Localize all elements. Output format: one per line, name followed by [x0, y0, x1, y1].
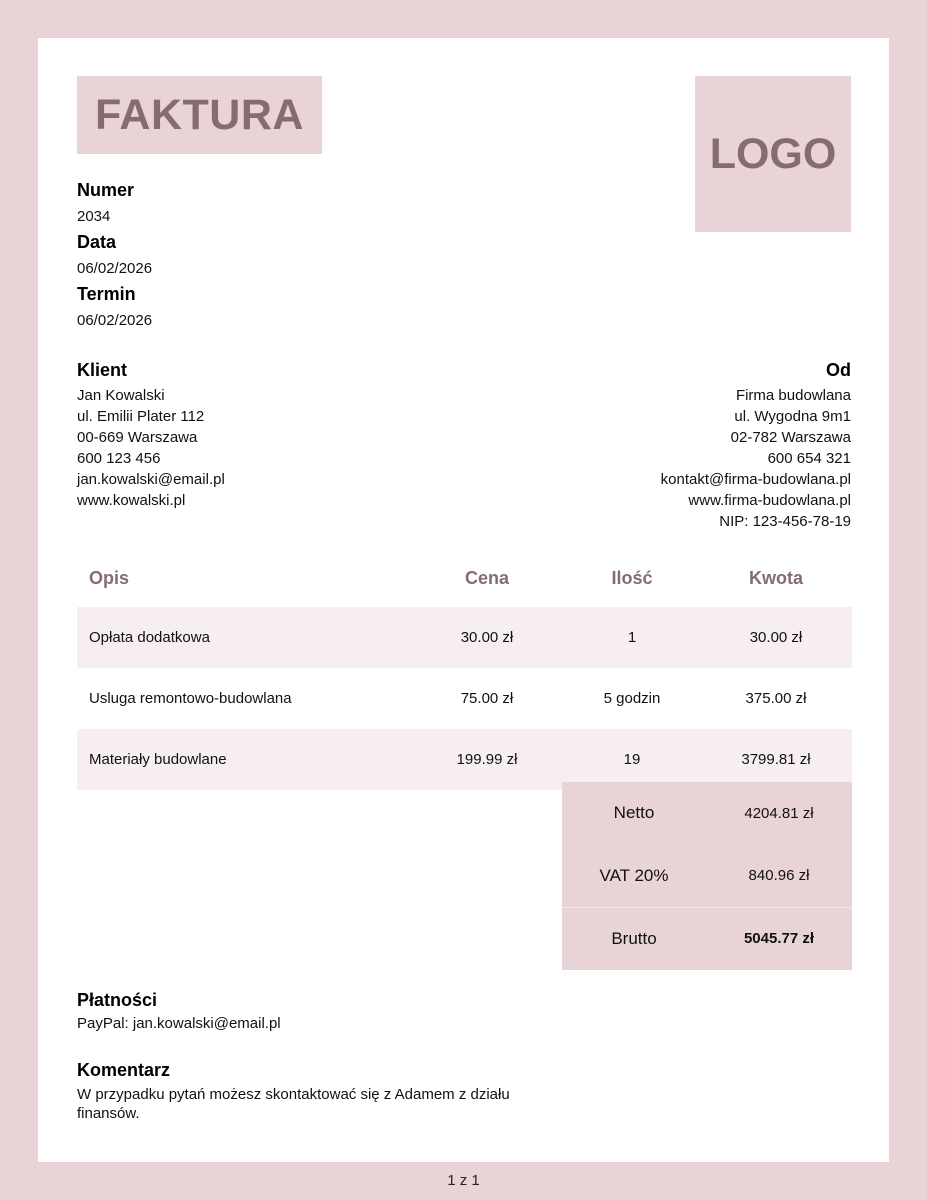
- table-header-row: [77, 550, 852, 607]
- comment-label: Komentarz: [77, 1060, 171, 1080]
- seller-phone: 600 654 321: [767, 450, 851, 467]
- client-city: 00-669 Warszawa: [77, 429, 198, 446]
- seller-website: www.firma-budowlana.pl: [688, 492, 851, 509]
- page-number: 1 z 1: [447, 1172, 480, 1189]
- payments-label: Płatności: [77, 990, 158, 1010]
- client-website: www.kowalski.pl: [77, 492, 186, 509]
- header-description: Opis: [89, 568, 130, 588]
- row-amount: 375.00 zł: [745, 690, 807, 707]
- row-description: Materiały budowlane: [77, 729, 410, 790]
- date-value: 06/02/2026: [77, 260, 153, 277]
- seller-block: [661, 358, 851, 532]
- gross-value: 5045.77 zł: [743, 930, 815, 948]
- table-row: [77, 607, 852, 668]
- row-quantity: 19: [564, 729, 700, 790]
- row-price: 30.00 zł: [410, 607, 564, 668]
- seller-email: kontakt@firma-budowlana.pl: [660, 471, 851, 488]
- invoice-title-box: [77, 76, 322, 154]
- net-label: Netto: [613, 803, 655, 823]
- seller-city: 02-782 Warszawa: [730, 429, 851, 446]
- seller-label: Od: [826, 360, 851, 380]
- invoice-page: [38, 38, 889, 1162]
- client-street: ul. Emilii Plater 112: [77, 408, 205, 425]
- vat-value: 840.96 zł: [748, 867, 810, 885]
- gross-row: [562, 907, 852, 970]
- row-quantity: 1: [564, 607, 700, 668]
- net-row: [562, 782, 852, 845]
- row-amount: 30.00 zł: [700, 607, 852, 668]
- payments-section: [77, 988, 281, 1032]
- due-value: 06/02/2026: [77, 312, 153, 329]
- vat-row: [562, 845, 852, 908]
- logo-placeholder: [695, 76, 851, 232]
- row-price: 75.00 zł: [460, 690, 514, 707]
- table-row: [77, 729, 852, 790]
- invoice-meta: [77, 178, 152, 334]
- date-label: Data: [77, 232, 117, 252]
- row-amount: 3799.81 zł: [700, 729, 852, 790]
- header-quantity: Ilość: [611, 568, 653, 588]
- number-label: Numer: [77, 180, 135, 200]
- table-row: [77, 668, 852, 729]
- comment-section: [77, 1058, 537, 1123]
- seller-nip: NIP: 123-456-78-19: [719, 513, 851, 530]
- logo-text: LOGO: [709, 129, 837, 178]
- row-description: Usluga remontowo-budowlana: [89, 690, 292, 707]
- items-table: [77, 550, 852, 790]
- client-name: Jan Kowalski: [77, 387, 165, 404]
- vat-label: VAT 20%: [599, 865, 669, 885]
- seller-street: ul. Wygodna 9m1: [734, 408, 851, 425]
- client-phone: 600 123 456: [77, 450, 161, 467]
- due-label: Termin: [77, 284, 136, 304]
- net-value: 4204.81 zł: [744, 804, 814, 822]
- client-label: Klient: [77, 360, 128, 380]
- invoice-title: FAKTURA: [95, 90, 304, 139]
- number-value: 2034: [77, 208, 111, 225]
- header-amount: Kwota: [749, 568, 803, 588]
- client-email: jan.kowalski@email.pl: [77, 471, 225, 488]
- client-block: [77, 358, 225, 511]
- seller-name: Firma budowlana: [735, 387, 851, 404]
- payments-text: PayPal: jan.kowalski@email.pl: [77, 1015, 281, 1032]
- row-description: Opłata dodatkowa: [77, 607, 410, 668]
- row-price: 199.99 zł: [410, 729, 564, 790]
- comment-text: W przypadku pytań możesz skontaktować się z Adamem z działu finansów.: [77, 1086, 510, 1122]
- header-price: Cena: [464, 568, 509, 588]
- totals-box: [562, 782, 852, 970]
- row-quantity: 5 godzin: [603, 690, 661, 707]
- gross-label: Brutto: [611, 928, 657, 948]
